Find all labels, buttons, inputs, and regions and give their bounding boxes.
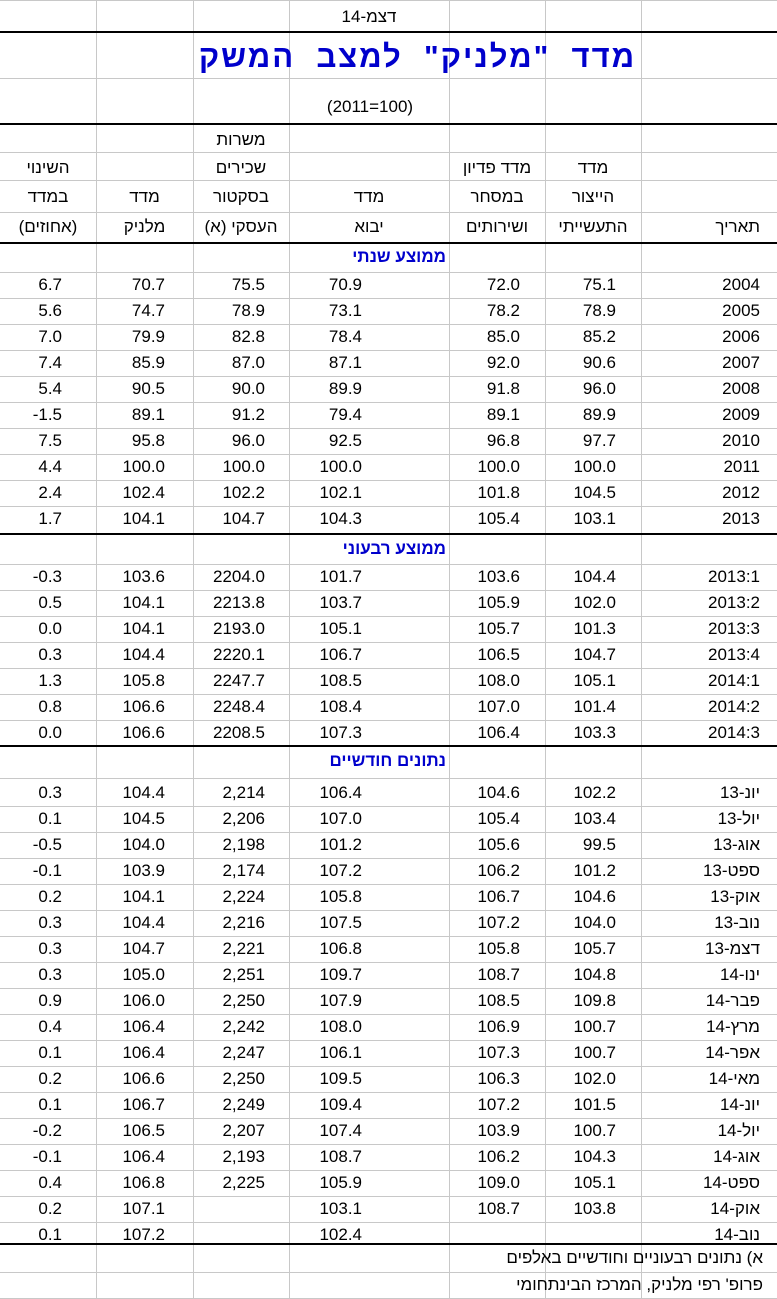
- annual-row-value: 70.7: [131, 275, 165, 294]
- grid-row-line: [0, 152, 777, 153]
- quarterly-row-value: 107.0: [477, 697, 520, 716]
- monthly-row-value: 106.6: [122, 1069, 165, 1088]
- grid-row-line: [0, 0, 777, 1]
- quarterly-row-value: 105.8: [122, 671, 165, 690]
- monthly-row-value: [175, 1196, 265, 1222]
- quarterly-row-date: 2014:1: [708, 671, 760, 690]
- monthly-row-value: 102.4: [319, 1225, 362, 1244]
- annual-row-value: 101.8: [477, 483, 520, 502]
- annual-row-date: 2009: [722, 405, 760, 424]
- monthly-row-value: 0.3: [38, 913, 62, 932]
- annual-row-date: 2005: [722, 301, 760, 320]
- monthly-row-value: 105.1: [573, 1173, 616, 1192]
- annual-row-value: 7.0: [38, 327, 62, 346]
- annual-row-value: 96.0: [231, 431, 265, 450]
- quarterly-row-value: 103.6: [477, 567, 520, 586]
- quarterly-row-value: 2193.0: [213, 619, 265, 638]
- annual-row-value: 5.6: [38, 301, 62, 320]
- quarterly-row-value: 103.3: [573, 723, 616, 742]
- header-date-line: תאריך: [715, 217, 760, 236]
- monthly-row-value: 2,214: [222, 783, 265, 802]
- annual-row-value: 75.1: [582, 275, 616, 294]
- header-melnick-index-line: מדד: [129, 187, 160, 206]
- annual-row-value: 78.2: [486, 301, 520, 320]
- monthly-row-value: 0.2: [38, 1199, 62, 1218]
- monthly-row-value: 106.5: [122, 1121, 165, 1140]
- monthly-row-value: 2,251: [222, 965, 265, 984]
- monthly-row-value: 0.9: [38, 991, 62, 1010]
- annual-row-value: 85.9: [131, 353, 165, 372]
- monthly-row-value: 0.4: [38, 1017, 62, 1036]
- header-index-change-line: השינוי: [26, 158, 70, 177]
- monthly-row-date: אפר-14: [705, 1043, 760, 1062]
- monthly-row-value: 0.2: [38, 887, 62, 906]
- monthly-row-value: 107.3: [477, 1043, 520, 1062]
- monthly-row-value: 109.0: [477, 1173, 520, 1192]
- annual-row-value: 79.4: [328, 405, 362, 424]
- monthly-row-value: 107.5: [319, 913, 362, 932]
- monthly-row-value: 107.1: [122, 1199, 165, 1218]
- annual-row-value: 100.0: [222, 457, 265, 476]
- monthly-row-value: 106.4: [122, 1147, 165, 1166]
- monthly-row-value: [175, 1222, 265, 1248]
- report-month-label: דצמ-14: [341, 7, 397, 26]
- annual-row-value: 82.8: [231, 327, 265, 346]
- monthly-row-date: נוב-13: [714, 913, 760, 932]
- annual-row-value: 102.1: [319, 483, 362, 502]
- monthly-row-value: 108.7: [477, 965, 520, 984]
- annual-row-value: 90.6: [582, 353, 616, 372]
- quarterly-row-value: -0.3: [32, 567, 62, 586]
- monthly-row-value: 0.1: [38, 1043, 62, 1062]
- monthly-row-value: 103.9: [122, 861, 165, 880]
- monthly-row-value: 105.6: [477, 835, 520, 854]
- annual-row-value: 85.0: [486, 327, 520, 346]
- monthly-row-value: 107.2: [477, 1095, 520, 1114]
- annual-row-date: 2008: [722, 379, 760, 398]
- footnote: א) נתונים רבעוניים וחודשיים באלפים: [506, 1248, 763, 1267]
- monthly-row-value: 104.4: [122, 783, 165, 802]
- monthly-row-value: 103.8: [573, 1199, 616, 1218]
- annual-row-value: 92.5: [328, 431, 362, 450]
- monthly-row-value: 100.7: [573, 1017, 616, 1036]
- annual-row-value: 87.0: [231, 353, 265, 372]
- quarterly-row-value: 108.4: [319, 697, 362, 716]
- annual-row-value: 6.7: [38, 275, 62, 294]
- quarterly-row-value: 104.4: [573, 567, 616, 586]
- monthly-row-value: 100.7: [573, 1121, 616, 1140]
- monthly-row-value: 2,193: [222, 1147, 265, 1166]
- quarterly-row-date: 2014:2: [708, 697, 760, 716]
- monthly-row-value: 106.9: [477, 1017, 520, 1036]
- base-year-note: (2011=100): [326, 97, 414, 116]
- quarterly-row-value: 0.5: [38, 593, 62, 612]
- quarterly-row-value: 108.0: [477, 671, 520, 690]
- monthly-row-value: 2,198: [222, 835, 265, 854]
- annual-row-value: 79.9: [131, 327, 165, 346]
- monthly-row-value: 0.2: [38, 1069, 62, 1088]
- monthly-row-value: 0.3: [38, 939, 62, 958]
- header-employee-jobs-line: משרות: [216, 130, 266, 149]
- monthly-row-value: 104.0: [122, 835, 165, 854]
- quarterly-row-value: 106.5: [477, 645, 520, 664]
- section-divider: [0, 123, 777, 125]
- monthly-row-value: 104.3: [573, 1147, 616, 1166]
- monthly-row-value: 0.4: [38, 1173, 62, 1192]
- monthly-row-value: 106.7: [477, 887, 520, 906]
- monthly-row-value: 102.0: [573, 1069, 616, 1088]
- quarterly-row-value: 102.0: [573, 593, 616, 612]
- monthly-row-date: דצמ-13: [705, 939, 760, 958]
- monthly-row-value: 104.8: [573, 965, 616, 984]
- quarterly-row-value: 101.7: [319, 567, 362, 586]
- monthly-row-value: 107.0: [319, 809, 362, 828]
- header-index-change-line: במדד: [27, 187, 69, 206]
- annual-row-value: 2.4: [38, 483, 62, 502]
- header-trade-services-line: מדד פדיון: [462, 158, 532, 177]
- annual-row-date: 2011: [723, 457, 760, 476]
- header-index-change-line: (אחוזים): [18, 217, 78, 236]
- quarterly-row-value: 1.3: [38, 671, 62, 690]
- quarterly-row-value: 2247.7: [213, 671, 265, 690]
- annual-row-date: 2007: [722, 353, 760, 372]
- annual-row-value: 100.0: [319, 457, 362, 476]
- monthly-row-value: 107.2: [122, 1225, 165, 1244]
- annual-row-date: 2010: [722, 431, 760, 450]
- monthly-row-date: ספט-13: [702, 861, 760, 880]
- annual-row-value: 103.1: [573, 509, 616, 528]
- annual-row-value: 74.7: [131, 301, 165, 320]
- monthly-row-date: פבר-14: [705, 991, 760, 1010]
- quarterly-row-value: 105.7: [477, 619, 520, 638]
- monthly-row-value: 106.2: [477, 1147, 520, 1166]
- monthly-row-value: -0.2: [32, 1121, 62, 1140]
- quarterly-row-value: 106.6: [122, 723, 165, 742]
- annual-row-value: 78.9: [582, 301, 616, 320]
- header-melnick-index-line: מלניק: [123, 217, 166, 236]
- monthly-row-value: 108.7: [477, 1199, 520, 1218]
- monthly-row-value: 104.6: [573, 887, 616, 906]
- quarterly-row-value: 103.6: [122, 567, 165, 586]
- quarterly-row-value: 101.4: [573, 697, 616, 716]
- footnote: פרופ' רפי מלניק, המרכז הבינתחומי: [516, 1275, 763, 1294]
- annual-row-value: 90.5: [131, 379, 165, 398]
- annual-row-value: 102.4: [122, 483, 165, 502]
- annual-row-value: 100.0: [122, 457, 165, 476]
- monthly-row-value: 2,250: [222, 991, 265, 1010]
- annual-row-value: 1.7: [38, 509, 62, 528]
- monthly-row-value: 2,250: [222, 1069, 265, 1088]
- monthly-row-value: 105.7: [573, 939, 616, 958]
- monthly-row-value: 104.0: [573, 913, 616, 932]
- monthly-row-value: 101.5: [573, 1095, 616, 1114]
- monthly-row-date: ינו-14: [719, 965, 760, 984]
- monthly-row-value: 107.2: [319, 861, 362, 880]
- header-trade-services-line: במסחר: [470, 187, 524, 206]
- monthly-row-date: אוג-14: [713, 1147, 760, 1166]
- annual-row-value: -1.5: [32, 405, 62, 424]
- annual-row-value: 75.5: [231, 275, 265, 294]
- monthly-row-value: 2,247: [222, 1043, 265, 1062]
- annual-row-value: 104.1: [122, 509, 165, 528]
- header-employee-jobs-line: שכירים: [215, 158, 267, 177]
- monthly-row-value: 101.2: [319, 835, 362, 854]
- annual-row-value: 91.8: [486, 379, 520, 398]
- annual-row-value: 100.0: [477, 457, 520, 476]
- annual-row-date: 2004: [722, 275, 760, 294]
- monthly-row-date: ספט-14: [702, 1173, 760, 1192]
- monthly-row-value: 101.2: [573, 861, 616, 880]
- monthly-row-value: 2,249: [222, 1095, 265, 1114]
- annual-row-value: 90.0: [231, 379, 265, 398]
- monthly-row-date: אוק-13: [710, 887, 760, 906]
- monthly-row-value: 105.0: [122, 965, 165, 984]
- annual-row-value: 78.4: [328, 327, 362, 346]
- monthly-row-value: 2,207: [222, 1121, 265, 1140]
- annual-row-value: 5.4: [38, 379, 62, 398]
- monthly-row-value: 0.3: [38, 965, 62, 984]
- monthly-row-value: 106.4: [122, 1017, 165, 1036]
- monthly-row-value: 105.9: [319, 1173, 362, 1192]
- monthly-row-value: 0.1: [38, 1225, 62, 1244]
- annual-row-value: 70.9: [328, 275, 362, 294]
- quarterly-row-value: 105.1: [319, 619, 362, 638]
- section-title-quarterly: ממוצע רבעוני: [342, 539, 446, 558]
- monthly-row-value: 104.5: [122, 809, 165, 828]
- monthly-row-date: אוג-13: [713, 835, 760, 854]
- annual-row-date: 2013: [722, 509, 760, 528]
- annual-row-value: 96.8: [486, 431, 520, 450]
- monthly-row-date: אוק-14: [710, 1199, 760, 1218]
- quarterly-row-value: 101.3: [573, 619, 616, 638]
- monthly-row-value: 105.8: [319, 887, 362, 906]
- monthly-row-value: -0.1: [32, 861, 62, 880]
- monthly-row-value: 2,225: [222, 1173, 265, 1192]
- monthly-row-date: יונ-13: [719, 783, 760, 802]
- monthly-row-value: 106.4: [122, 1043, 165, 1062]
- header-industrial-production-line: הייצור: [571, 187, 615, 206]
- grid-row-line: [0, 778, 777, 779]
- annual-row-value: 104.3: [319, 509, 362, 528]
- quarterly-row-value: 105.9: [477, 593, 520, 612]
- annual-row-value: 92.0: [486, 353, 520, 372]
- monthly-row-value: -0.1: [32, 1147, 62, 1166]
- quarterly-row-date: 2013:3: [708, 619, 760, 638]
- annual-row-value: 72.0: [486, 275, 520, 294]
- monthly-row-value: 103.4: [573, 809, 616, 828]
- quarterly-row-value: 105.1: [573, 671, 616, 690]
- grid-row-line: [0, 180, 777, 181]
- monthly-row-value: 104.4: [122, 913, 165, 932]
- monthly-row-date: מרץ-14: [706, 1017, 760, 1036]
- monthly-row-value: 106.2: [477, 861, 520, 880]
- quarterly-row-value: 107.3: [319, 723, 362, 742]
- annual-row-value: 97.7: [582, 431, 616, 450]
- monthly-row-date: יול-14: [717, 1121, 760, 1140]
- header-imports-line: מדד: [353, 187, 385, 206]
- monthly-row-value: 2,206: [222, 809, 265, 828]
- annual-row-value: 7.5: [38, 431, 62, 450]
- annual-row-value: 78.9: [231, 301, 265, 320]
- annual-row-date: 2012: [722, 483, 760, 502]
- monthly-row-value: 2,174: [222, 861, 265, 880]
- annual-row-date: 2006: [722, 327, 760, 346]
- annual-row-value: 104.5: [573, 483, 616, 502]
- monthly-row-value: 0.3: [38, 783, 62, 802]
- annual-row-value: 100.0: [573, 457, 616, 476]
- quarterly-row-value: 2248.4: [213, 697, 265, 716]
- monthly-row-value: 106.1: [319, 1043, 362, 1062]
- header-trade-services-line: ושירותים: [465, 217, 529, 236]
- monthly-row-value: 108.7: [319, 1147, 362, 1166]
- monthly-row-value: 109.4: [319, 1095, 362, 1114]
- annual-row-value: 7.4: [38, 353, 62, 372]
- quarterly-row-value: 104.7: [573, 645, 616, 664]
- annual-row-value: 89.9: [328, 379, 362, 398]
- quarterly-row-value: 2204.0: [213, 567, 265, 586]
- quarterly-row-date: 2014:3: [708, 723, 760, 742]
- monthly-row-value: 107.4: [319, 1121, 362, 1140]
- header-employee-jobs-line: בסקטור: [213, 187, 269, 206]
- monthly-row-value: 106.0: [122, 991, 165, 1010]
- monthly-row-date: נוב-14: [714, 1225, 760, 1244]
- monthly-row-value: 106.3: [477, 1069, 520, 1088]
- header-industrial-production-line: מדד: [577, 158, 609, 177]
- quarterly-row-date: 2013:1: [708, 567, 760, 586]
- grid-row-line: [0, 212, 777, 213]
- quarterly-row-value: 108.5: [319, 671, 362, 690]
- annual-row-value: 105.4: [477, 509, 520, 528]
- quarterly-row-value: 106.7: [319, 645, 362, 664]
- quarterly-row-value: 2208.5: [213, 723, 265, 742]
- monthly-row-value: 108.5: [477, 991, 520, 1010]
- annual-row-value: 89.9: [582, 405, 616, 424]
- monthly-row-value: 105.4: [477, 809, 520, 828]
- grid-row-line: [0, 78, 777, 79]
- section-divider: [0, 533, 777, 535]
- header-imports-line: יבוא: [354, 217, 384, 236]
- annual-row-value: 89.1: [486, 405, 520, 424]
- monthly-row-value: 107.2: [477, 913, 520, 932]
- annual-row-value: 91.2: [231, 405, 265, 424]
- quarterly-row-value: 2220.1: [213, 645, 265, 664]
- quarterly-row-value: 0.0: [38, 619, 62, 638]
- monthly-row-value: 2,221: [222, 939, 265, 958]
- monthly-row-value: 99.5: [582, 835, 616, 854]
- annual-row-value: 89.1: [131, 405, 165, 424]
- monthly-row-value: 103.1: [319, 1199, 362, 1218]
- monthly-row-value: -0.5: [32, 835, 62, 854]
- monthly-row-value: 109.7: [319, 965, 362, 984]
- monthly-row-date: יונ-14: [719, 1095, 760, 1114]
- monthly-row-value: 103.9: [477, 1121, 520, 1140]
- page-title: מדד "מלניק" למצב המשק: [198, 39, 637, 74]
- monthly-row-value: 2,216: [222, 913, 265, 932]
- quarterly-row-value: 0.8: [38, 697, 62, 716]
- monthly-row-value: 106.8: [122, 1173, 165, 1192]
- quarterly-row-value: 2213.8: [213, 593, 265, 612]
- monthly-row-value: 108.0: [319, 1017, 362, 1036]
- monthly-row-value: 2,242: [222, 1017, 265, 1036]
- monthly-row-date: יול-13: [717, 809, 760, 828]
- monthly-row-value: 102.2: [573, 783, 616, 802]
- monthly-row-value: 109.8: [573, 991, 616, 1010]
- annual-row-value: 96.0: [582, 379, 616, 398]
- monthly-row-value: 106.7: [122, 1095, 165, 1114]
- annual-row-value: 85.2: [582, 327, 616, 346]
- header-employee-jobs-line: העסקי (א): [204, 217, 278, 236]
- quarterly-row-value: 103.7: [319, 593, 362, 612]
- section-divider: [0, 31, 777, 33]
- quarterly-row-value: 0.0: [38, 723, 62, 742]
- quarterly-row-value: 104.1: [122, 619, 165, 638]
- header-industrial-production-line: התעשייתי: [558, 217, 628, 236]
- annual-row-value: 4.4: [38, 457, 62, 476]
- quarterly-row-value: 104.1: [122, 593, 165, 612]
- monthly-row-value: 106.8: [319, 939, 362, 958]
- monthly-row-value: 100.7: [573, 1043, 616, 1062]
- quarterly-row-value: 0.3: [38, 645, 62, 664]
- monthly-row-value: 105.8: [477, 939, 520, 958]
- quarterly-row-value: 106.6: [122, 697, 165, 716]
- section-title-monthly: נתונים חודשיים: [329, 751, 446, 770]
- quarterly-row-date: 2013:2: [708, 593, 760, 612]
- quarterly-row-date: 2013:4: [708, 645, 760, 664]
- monthly-row-value: 0.1: [38, 1095, 62, 1114]
- monthly-row-value: 0.1: [38, 809, 62, 828]
- monthly-row-value: 104.7: [122, 939, 165, 958]
- monthly-row-date: מאי-14: [708, 1069, 760, 1088]
- annual-row-value: 73.1: [328, 301, 362, 320]
- annual-row-value: 95.8: [131, 431, 165, 450]
- section-title-annual: ממוצע שנתי: [352, 247, 446, 266]
- monthly-row-value: 2,224: [222, 887, 265, 906]
- monthly-row-value: 104.1: [122, 887, 165, 906]
- quarterly-row-value: 106.4: [477, 723, 520, 742]
- annual-row-value: 104.7: [222, 509, 265, 528]
- monthly-row-value: 107.9: [319, 991, 362, 1010]
- monthly-row-value: 109.5: [319, 1069, 362, 1088]
- monthly-row-value: 104.6: [477, 783, 520, 802]
- quarterly-row-value: 104.4: [122, 645, 165, 664]
- monthly-row-value: 106.4: [319, 783, 362, 802]
- annual-row-value: 87.1: [328, 353, 362, 372]
- annual-row-value: 102.2: [222, 483, 265, 502]
